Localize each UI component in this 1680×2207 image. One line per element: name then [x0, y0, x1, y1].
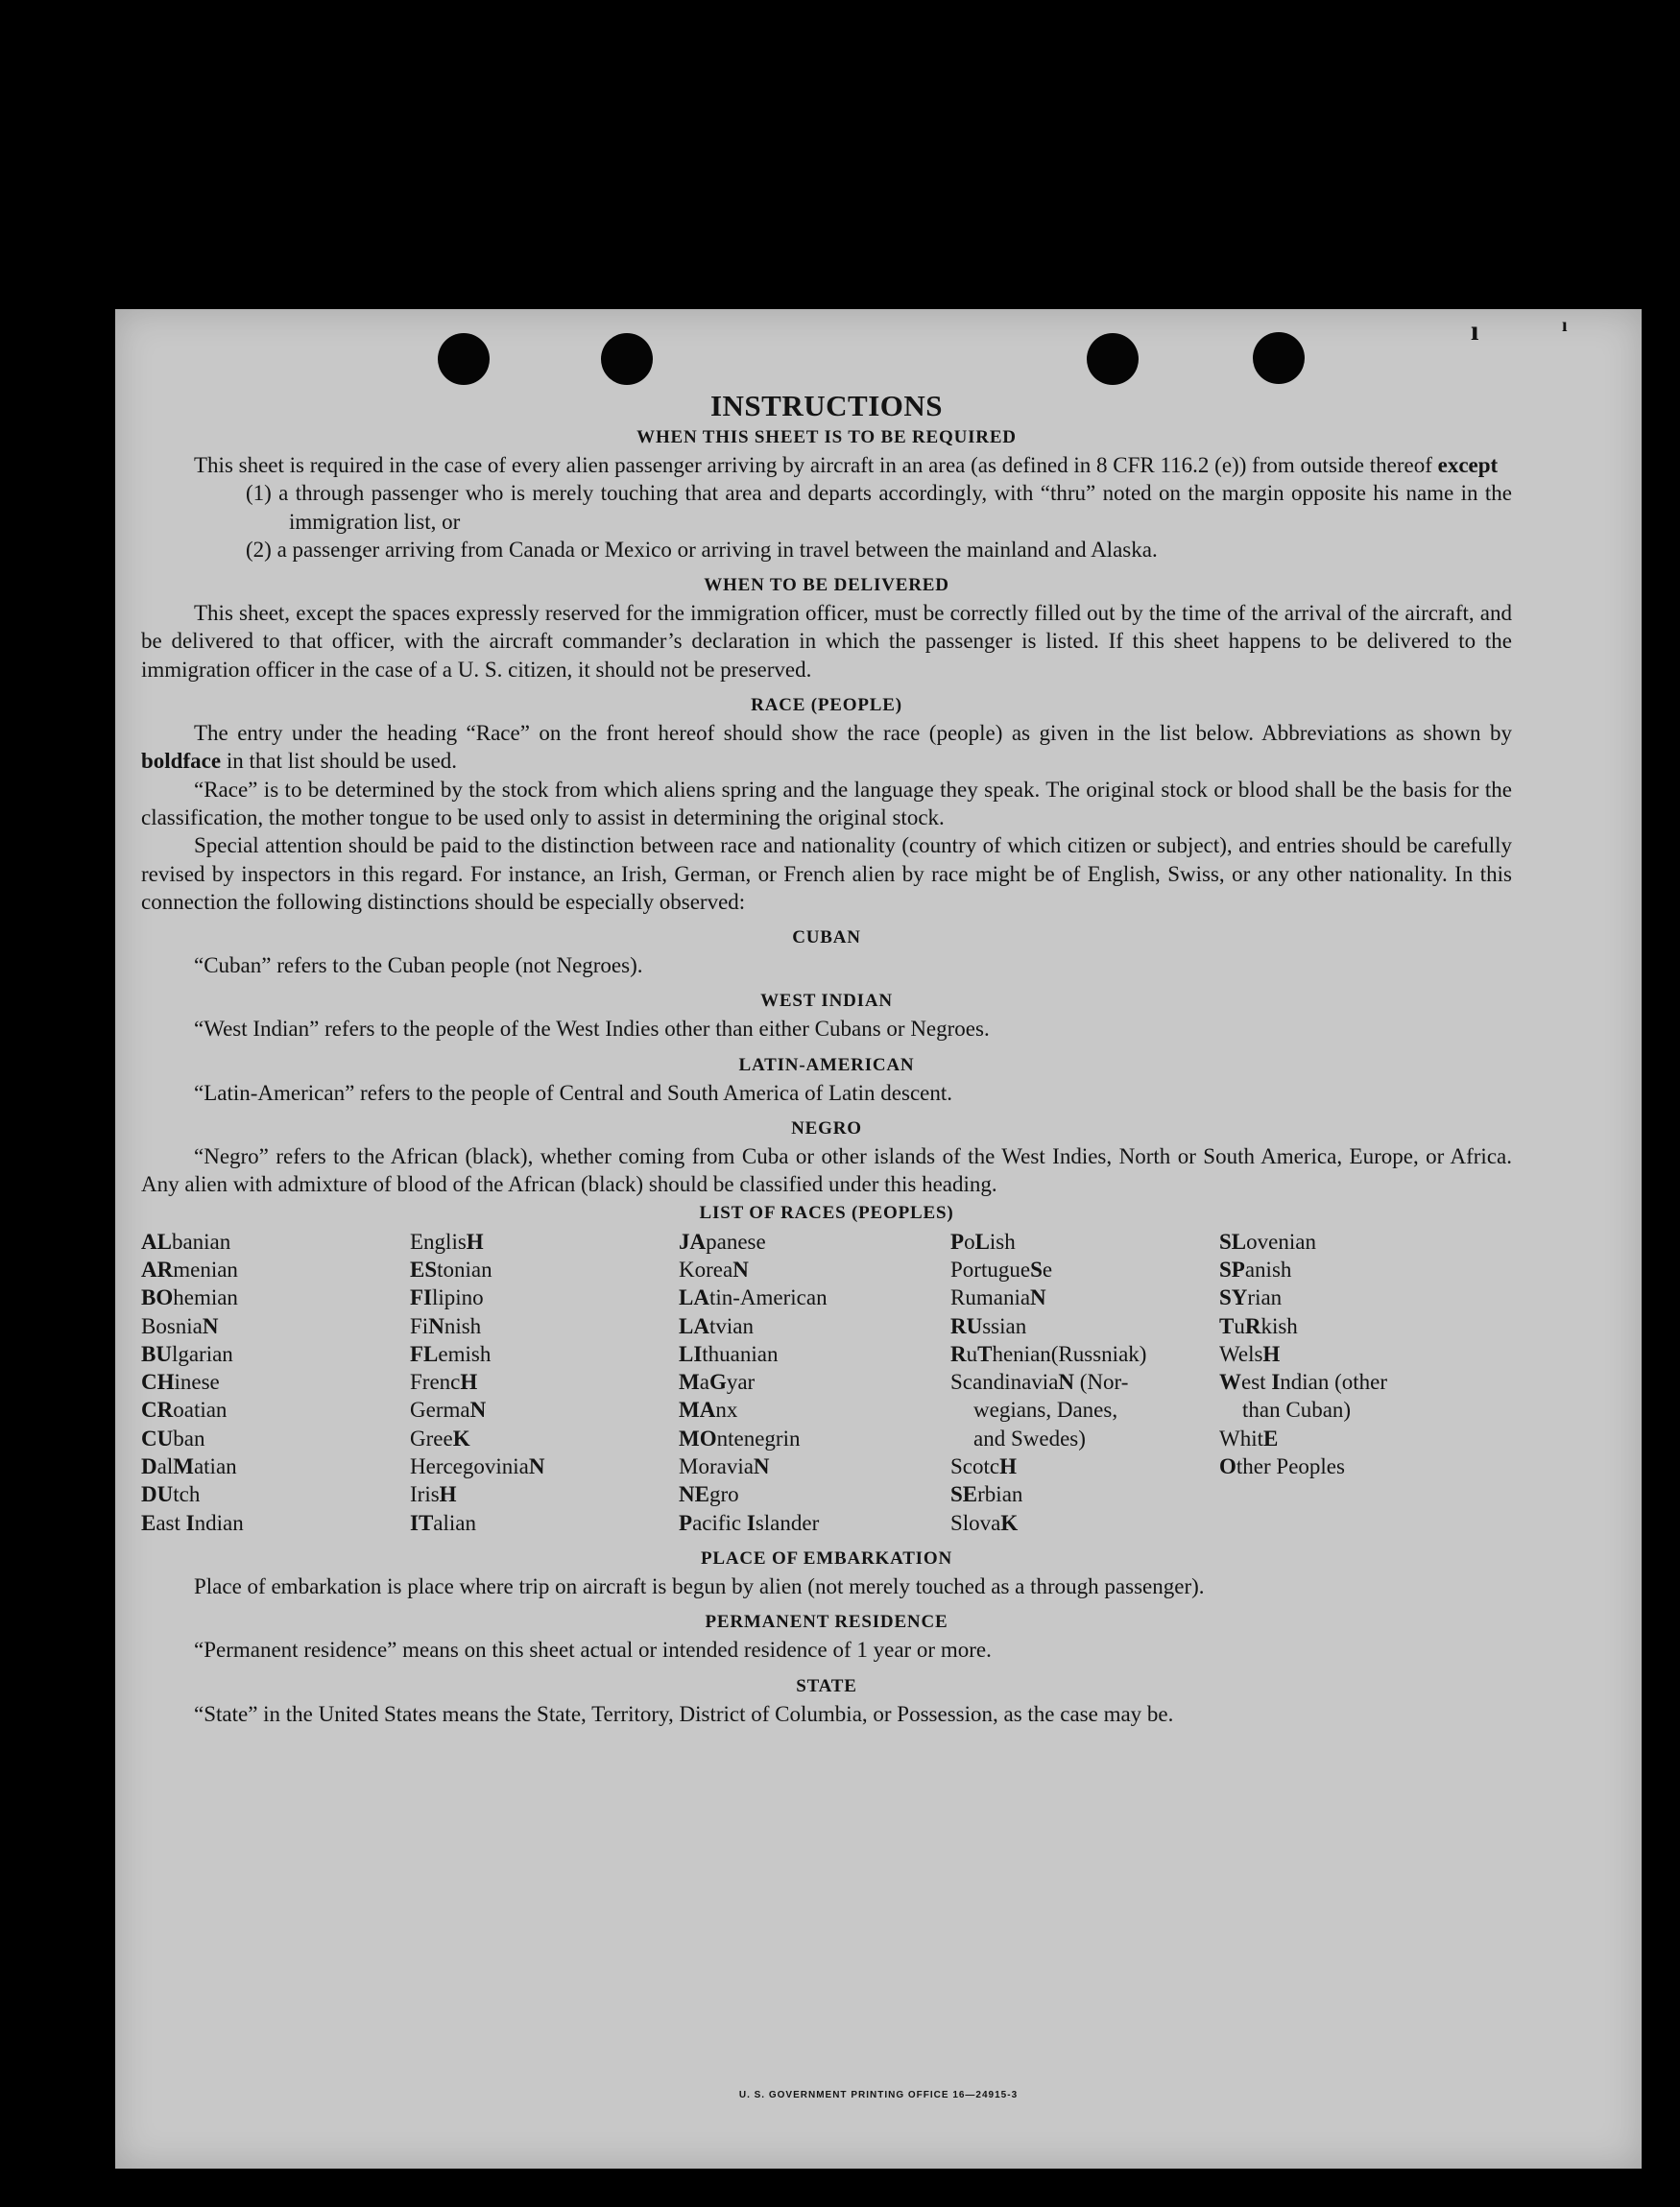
- race-entry: SLovenian: [1219, 1229, 1316, 1254]
- race-entry: SlovaK: [950, 1510, 1019, 1535]
- race-entry: DUtch: [141, 1482, 201, 1507]
- corner-mark: ı: [1562, 315, 1568, 336]
- race-entry: ScandinaviaN (Nor-: [950, 1370, 1129, 1395]
- race-entry: SPanish: [1219, 1257, 1292, 1282]
- race-entry: CRoatian: [141, 1398, 228, 1423]
- paragraph: This sheet, except the spaces expressly reserved for the immigration officer, must be correctly filled out by the time of the arrival of the aircraft, and be delivered to that officer, with the aircraft commander’s declaration in which the passenger is listed. If this sheet happens to be delivered to the immigration officer in the case of a U. S. citizen, it should not be preserved.: [141, 601, 1512, 682]
- race-entry: FLemish: [410, 1341, 492, 1366]
- section-heading: WEST INDIAN: [760, 991, 893, 1012]
- race-entry: Pacific Islander: [679, 1510, 820, 1535]
- race-entry: JApanese: [679, 1229, 766, 1254]
- paragraph: “Cuban” refers to the Cuban people (not Negroes).: [194, 953, 643, 978]
- race-entry: LIthuanian: [679, 1341, 779, 1366]
- race-entry: EStonian: [410, 1257, 492, 1282]
- section-heading: LATIN-AMERICAN: [738, 1054, 915, 1075]
- race-entry: ITalian: [410, 1510, 476, 1535]
- race-entry: BUlgarian: [141, 1341, 233, 1366]
- race-column: [950, 1228, 1219, 1537]
- punch-hole: [438, 333, 490, 385]
- corner-mark: ı: [1471, 315, 1479, 347]
- race-entry: DalMatian: [141, 1454, 237, 1479]
- paragraph: Place of embarkation is place where trip on aircraft is begun by alien (not merely touched as a through passenger).: [194, 1573, 1205, 1598]
- race-entry: RUssian: [950, 1313, 1027, 1338]
- race-entry: SYrian: [1219, 1285, 1283, 1310]
- paragraph: This sheet is required in the case of every alien passenger arriving by aircraft in an area (as defined in 8 CFR 116.2 (e)) from outside thereof except: [194, 453, 1499, 477]
- instructions-content: [141, 389, 1512, 1728]
- race-entry: Other Peoples: [1219, 1454, 1345, 1479]
- page-title: INSTRUCTIONS: [709, 389, 943, 422]
- race-entry: TuRkish: [1219, 1313, 1298, 1338]
- race-entry: CUban: [141, 1426, 205, 1451]
- race-entry: HercegoviniaN: [410, 1454, 545, 1479]
- section-heading: STATE: [796, 1675, 857, 1696]
- race-entry: MAnx: [679, 1398, 738, 1423]
- section-heading: WHEN THIS SHEET IS TO BE REQUIRED: [636, 427, 1017, 447]
- section-heading: PLACE OF EMBARKATION: [701, 1547, 952, 1569]
- section-heading: PERMANENT RESIDENCE: [705, 1612, 948, 1633]
- race-entry: ScotcH: [950, 1454, 1017, 1479]
- race-entry: BOhemian: [141, 1285, 238, 1310]
- race-column: [410, 1228, 679, 1537]
- race-entry: wegians, Danes,: [973, 1398, 1118, 1423]
- race-entry: KoreaN: [679, 1257, 749, 1282]
- list-item: (1) a through passenger who is merely touching that area and departs accordingly, with “thru” noted on the margin opposite his name in the immigration list, or: [246, 481, 1512, 534]
- race-entry: SErbian: [950, 1482, 1023, 1507]
- race-entry: RumaniaN: [950, 1285, 1046, 1310]
- race-entry: GermaN: [410, 1398, 487, 1423]
- list-item: (2) a passenger arriving from Canada or Mexico or arriving in travel between the mainland and Alaska.: [246, 537, 1158, 562]
- paragraph: “Latin-American” refers to the people of Central and South America of Latin descent.: [194, 1080, 952, 1105]
- race-entry: FIlipino: [410, 1285, 484, 1310]
- race-entry: WelsH: [1219, 1341, 1281, 1366]
- paragraph: The entry under the heading “Race” on the front hereof should show the race (people) as given in the list below. Abbreviations as shown by boldface in that list should be used.: [141, 721, 1512, 774]
- race-entry: EnglisH: [410, 1229, 484, 1254]
- race-entry: FiNnish: [410, 1313, 482, 1338]
- race-entry: East Indian: [141, 1510, 244, 1535]
- section-heading: RACE (PEOPLE): [751, 695, 902, 716]
- paragraph: “Permanent residence” means on this sheet actual or intended residence of 1 year or more.: [194, 1638, 992, 1663]
- race-entry: West Indian (other: [1219, 1370, 1388, 1395]
- race-list: [141, 1228, 1512, 1537]
- printer-imprint: U. S. GOVERNMENT PRINTING OFFICE 16—24915-3: [738, 2090, 1019, 2100]
- race-entry: BosniaN: [141, 1313, 219, 1338]
- race-entry: GreeK: [410, 1426, 470, 1451]
- punch-hole: [1087, 333, 1139, 385]
- race-column: [141, 1228, 410, 1537]
- race-entry: IrisH: [410, 1482, 457, 1507]
- section-heading: CUBAN: [792, 927, 861, 948]
- race-column: [679, 1228, 950, 1537]
- race-entry: LAtin-American: [679, 1285, 828, 1310]
- race-entry: ARmenian: [141, 1257, 238, 1282]
- paragraph: “State” in the United States means the State, Territory, District of Columbia, or Possession, as the case may be.: [194, 1701, 1174, 1726]
- paragraph: “Race” is to be determined by the stock from which aliens spring and the language they speak. The original stock or blood shall be the basis for the classification, the mother tongue to be used only to assist in determining the original stock.: [141, 777, 1512, 829]
- race-entry: MoraviaN: [679, 1454, 770, 1479]
- race-entry: RuThenian(Russniak): [950, 1341, 1147, 1366]
- race-entry: CHinese: [141, 1370, 220, 1395]
- race-entry: WhitE: [1219, 1426, 1279, 1451]
- race-entry: NEgro: [679, 1482, 739, 1507]
- race-entry: PortugueSe: [950, 1257, 1053, 1282]
- race-column: [1219, 1228, 1512, 1537]
- race-entry: FrencH: [410, 1370, 478, 1395]
- paragraph: “West Indian” refers to the people of the West Indies other than either Cubans or Negroes.: [194, 1017, 990, 1042]
- section-heading: LIST OF RACES (PEOPLES): [699, 1202, 954, 1223]
- race-entry: LAtvian: [679, 1313, 754, 1338]
- punch-hole: [1253, 332, 1305, 384]
- race-entry: ALbanian: [141, 1229, 231, 1254]
- document-sheet: [115, 309, 1642, 2169]
- race-entry: MaGyar: [679, 1370, 756, 1395]
- section-heading: NEGRO: [791, 1118, 862, 1139]
- punch-hole: [601, 333, 653, 385]
- section-heading: WHEN TO BE DELIVERED: [704, 575, 949, 596]
- paragraph: “Negro” refers to the African (black), whether coming from Cuba or other islands of the West Indies, North or South America, Europe, or Africa. Any alien with admixture of blood of the African (black) should be classified under this heading.: [141, 1144, 1512, 1197]
- race-entry: MOntenegrin: [679, 1426, 801, 1451]
- paragraph: Special attention should be paid to the distinction between race and nationality (country of which citizen or subject), and entries should be carefully revised by inspectors in this regard. For instance, an Irish, German, or French alien by race might be of English, Swiss, or any other nationality. In this connection the following distinctions should be especially observed:: [141, 833, 1512, 914]
- race-entry: PoLish: [950, 1229, 1016, 1254]
- race-entry: than Cuban): [1242, 1398, 1352, 1423]
- race-entry: and Swedes): [973, 1426, 1086, 1451]
